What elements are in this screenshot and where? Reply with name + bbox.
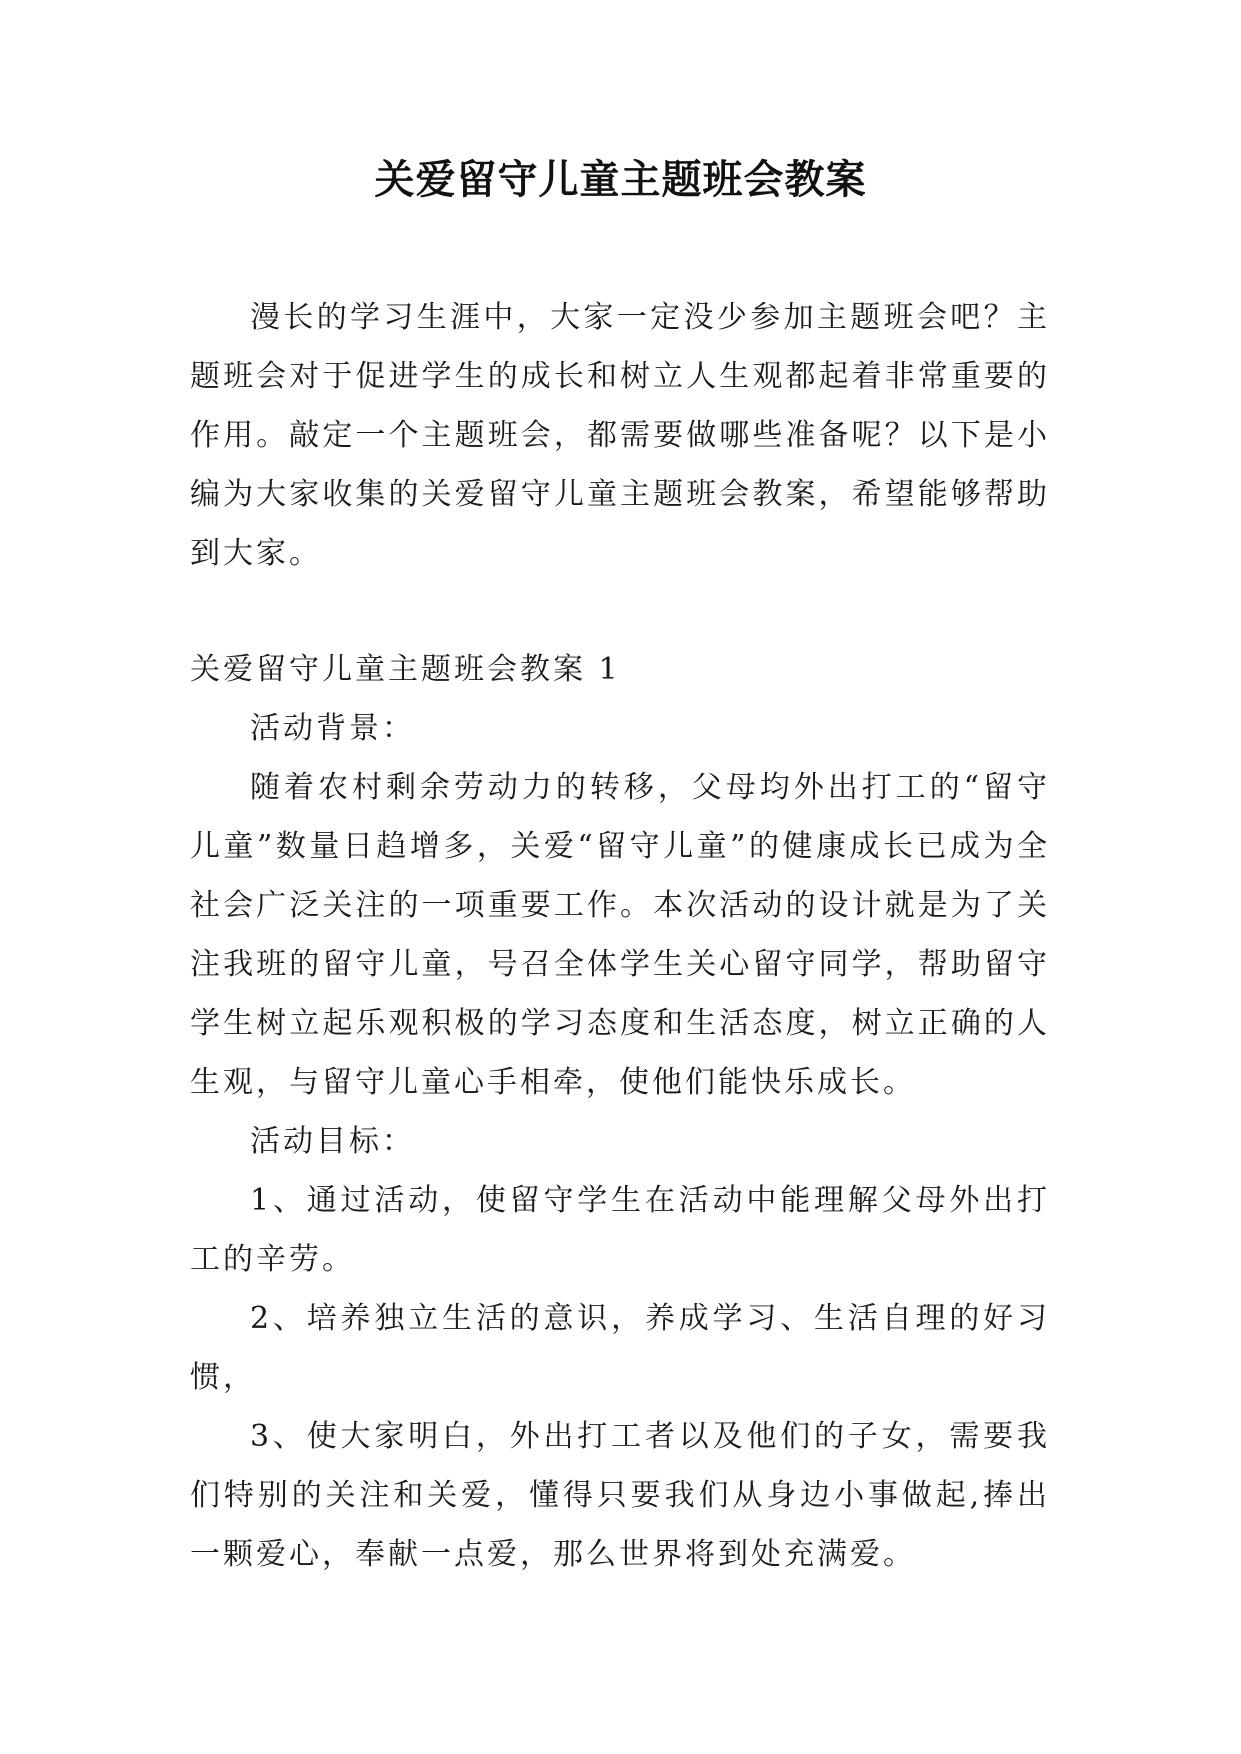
intro-paragraph: 漫长的学习生涯中，大家一定没少参加主题班会吧？主题班会对于促进学生的成长和树立人生观都起着非常重要的作用。敲定一个主题班会，都需要做哪些准备呢？以下是小编为大家收集的关爱留守儿童主题班会教案，希望能够帮助到大家。 — [190, 300, 1050, 571]
section-heading: 关爱留守儿童主题班会教案 1 — [190, 652, 621, 687]
background-label: 活动背景： — [250, 711, 415, 746]
section-spacer — [190, 583, 1050, 640]
goal-item: 2、培养独立生活的意识，养成学习、生活自理的好习惯， — [190, 1301, 1050, 1395]
goals-label: 活动目标： — [250, 1124, 415, 1159]
document-body — [190, 288, 1050, 1584]
goal-item: 1、通过活动，使留守学生在活动中能理解父母外出打工的辛劳。 — [190, 1183, 1050, 1277]
goal-item: 3、使大家明白，外出打工者以及他们的子女，需要我们特别的关注和关爱，懂得只要我们从身边小事做起,捧出一颗爱心，奉献一点爱，那么世界将到处充满爱。 — [190, 1419, 1050, 1572]
document-title: 关爱留守儿童主题班会教案 — [374, 157, 867, 203]
background-paragraph: 随着农村剩余劳动力的转移，父母均外出打工的“留守儿童”数量日趋增多，关爱“留守儿童”的健康成长已成为全社会广泛关注的一项重要工作。本次活动的设计就是为了关注我班的留守儿童，号召全体学生关心留守同学，帮助留守学生树立起乐观积极的学习态度和生活态度，树立正确的人生观，与留守儿童心手相牵，使他们能快乐成长。 — [190, 770, 1050, 1100]
